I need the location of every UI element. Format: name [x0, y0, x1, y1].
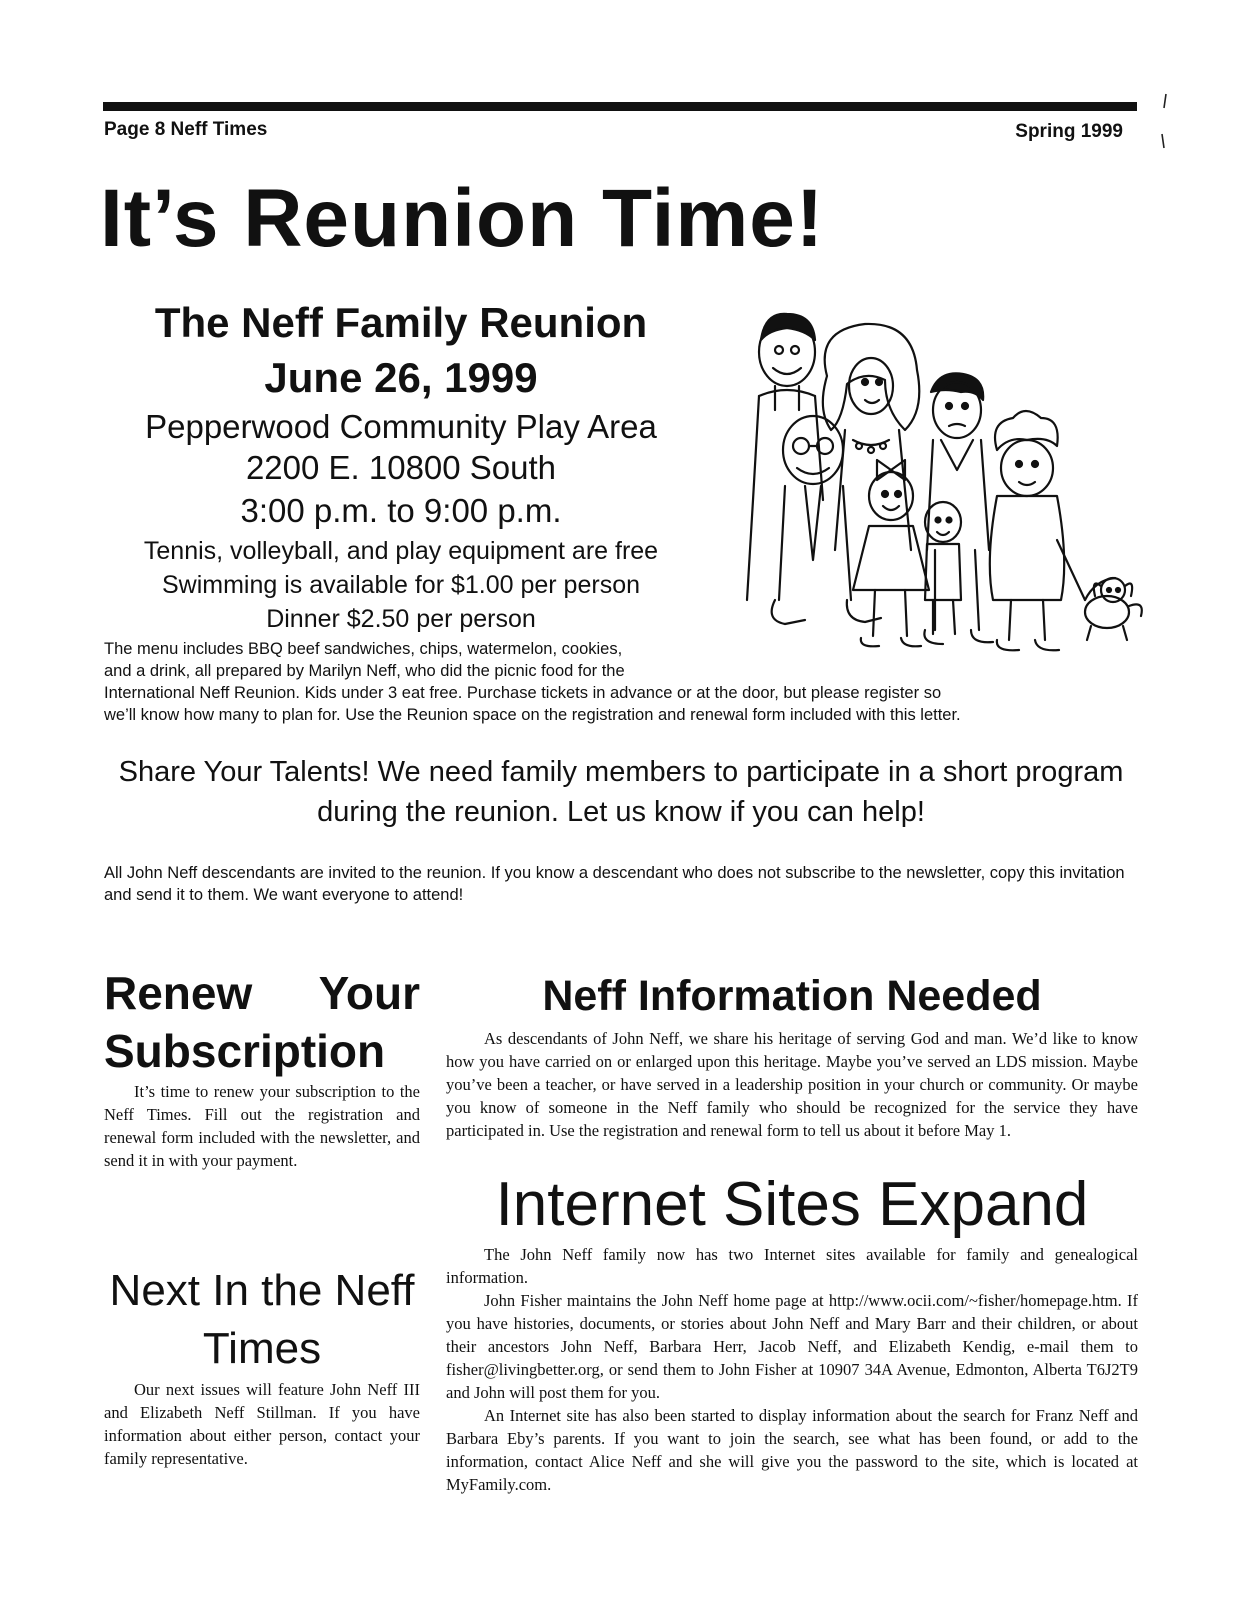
page-title: It’s Reunion Time!	[100, 173, 825, 264]
family-cartoon-icon	[735, 300, 1175, 660]
menu-line: International Neff Reunion. Kids under 3 eat free. Purchase tickets in advance or at the door, but please register so	[104, 684, 942, 702]
event-activities: Tennis, volleyball, and play equipment are free	[143, 537, 659, 565]
menu-line: we’ll know how many to plan for. Use the Reunion space on the registration and renewal form included with this letter.	[104, 706, 961, 724]
internet-body	[446, 1243, 1138, 1496]
event-dinner: Dinner $2.50 per person	[266, 605, 536, 633]
talents-callout: Share Your Talents! We need family members to participate in a short program during the reunion. Let us know if you can help!	[118, 756, 1124, 828]
event-date: June 26, 1999	[264, 354, 538, 401]
internet-heading: Internet Sites Expand	[495, 1170, 1089, 1239]
event-details	[96, 296, 706, 636]
renew-heading: Renew Your Subscription	[104, 967, 420, 1077]
event-time: 3:00 p.m. to 9:00 p.m.	[240, 492, 562, 529]
issue-date: Spring 1999	[1015, 121, 1123, 142]
header-rule	[103, 102, 1137, 111]
internet-paragraph: John Fisher maintains the John Neff home page at http://www.ocii.com/~fisher/homepage.htm. If you have histories, documents, or stories about John Neff and Mary Barr and their children, or about their ancestors John Neff, Barbara Herr, Jacob Neff, and Elizabeth Kendig, e-mail them to fisher@livingbetter.org, or send them to John Fisher at 10907 34A Avenue, Edmonton, Alberta T6J2T9 and John will post them for you.	[446, 1291, 1138, 1402]
invitation-note: All John Neff descendants are invited to the reunion. If you know a descendant who does not subscribe to the newsletter, copy this invitation and send it to them. We want everyone to attend!	[104, 864, 1125, 904]
event-name: The Neff Family Reunion	[154, 299, 648, 346]
next-issue-heading: Next In the Neff Times	[109, 1266, 415, 1373]
menu-line: and a drink, all prepared by Marilyn Neff, who did the picnic food for the	[104, 662, 625, 680]
menu-line: The menu includes BBQ beef sandwiches, chips, watermelon, cookies,	[104, 640, 623, 658]
info-needed-body: As descendants of John Neff, we share his heritage of serving God and man. We’d like to know how you have carried on or enlarged upon this heritage. Maybe you’ve served an LDS mission. Maybe you’ve been a teacher, or have served in a leadership position in your church or community. Or maybe you know of someone in the Neff family who should be recognized for the service they have participated in. Use the registration and renewal form to tell us about it before May 1.	[446, 1029, 1138, 1140]
info-needed-heading: Neff Information Needed	[542, 972, 1042, 1020]
next-issue-body: Our next issues will feature John Neff III and Elizabeth Neff Stillman. If you have information about either person, contact your family representative.	[104, 1380, 420, 1468]
page-label: Page 8 Neff Times	[104, 119, 268, 140]
internet-paragraph: An Internet site has also been started to display information about the search for Franz Neff and Barbara Eby’s parents. If you want to join the search, see what has been found, or add to the information, contact Alice Neff and she will give you the password to the site, which is located at MyFamily.com.	[446, 1406, 1138, 1494]
menu-description	[104, 638, 1138, 726]
event-swimming: Swimming is available for $1.00 per person	[161, 571, 640, 599]
event-location: Pepperwood Community Play Area	[145, 408, 657, 445]
renew-body: It’s time to renew your subscription to the Neff Times. Fill out the registration and renewal form included with the newsletter, and send it in with your payment.	[104, 1082, 420, 1170]
event-address: 2200 E. 10800 South	[245, 449, 557, 486]
internet-paragraph: The John Neff family now has two Internet sites available for family and genealogical information.	[446, 1245, 1138, 1287]
margin-mark	[1158, 92, 1170, 164]
